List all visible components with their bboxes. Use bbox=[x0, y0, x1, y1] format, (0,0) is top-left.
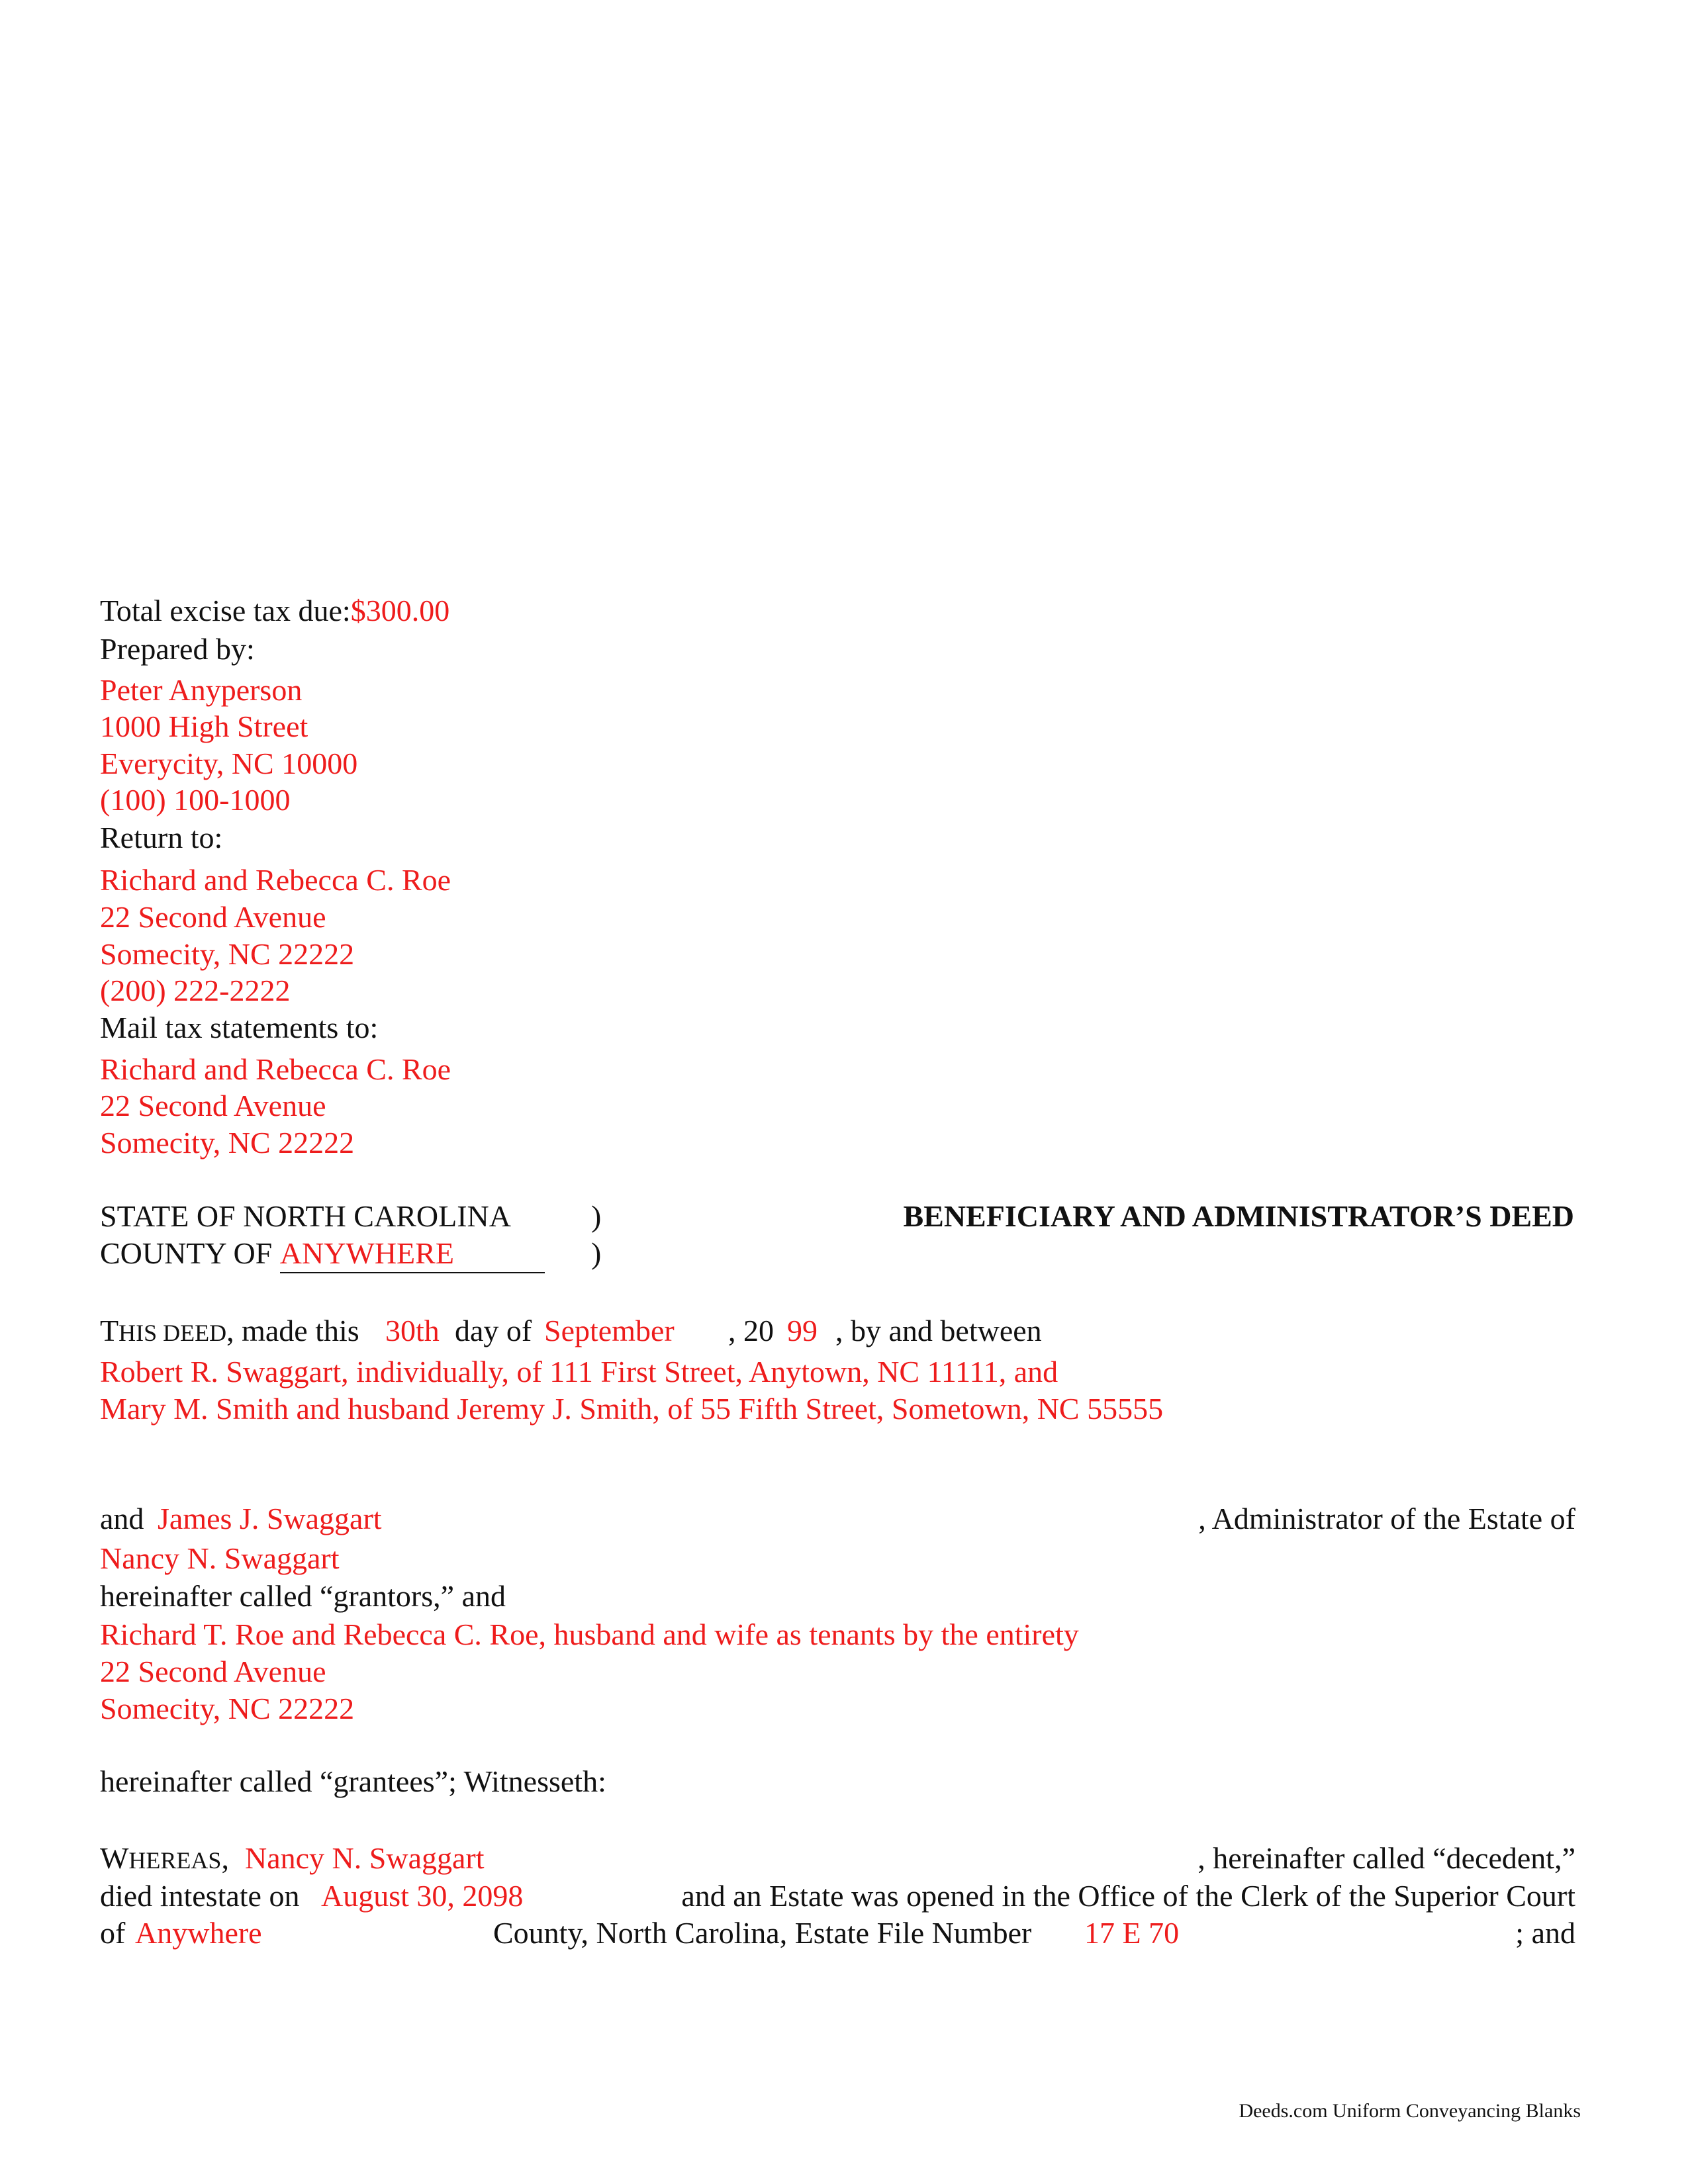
preparer-street[interactable]: 1000 High Street bbox=[100, 709, 308, 743]
deed-title: BENEFICIARY AND ADMINISTRATOR’S DEED bbox=[903, 1199, 1574, 1233]
estate-opened-text: and an Estate was opened in the Office of the Clerk of the Superior Court bbox=[681, 1879, 1575, 1913]
of-label: of bbox=[100, 1916, 126, 1950]
whereas-label bbox=[100, 1840, 229, 1879]
return-to-street[interactable]: 22 Second Avenue bbox=[100, 900, 326, 934]
this-deed-smallcaps: HIS DEED bbox=[118, 1320, 227, 1346]
and-label: and bbox=[100, 1502, 144, 1535]
county-field[interactable] bbox=[280, 1235, 545, 1273]
year-prefix: , 20 bbox=[728, 1314, 774, 1347]
grantee-line-1[interactable]: Richard T. Roe and Rebecca C. Roe, husband and wife as tenants by the entirety bbox=[100, 1617, 1079, 1651]
whereas-smallcaps: HEREAS bbox=[128, 1847, 222, 1874]
return-to-name[interactable]: Richard and Rebecca C. Roe bbox=[100, 863, 451, 897]
return-to-label: Return to: bbox=[100, 821, 223, 854]
preparer-phone[interactable]: (100) 100-1000 bbox=[100, 783, 291, 817]
whereas-big-w: W bbox=[100, 1841, 129, 1875]
mail-tax-street[interactable]: 22 Second Avenue bbox=[100, 1089, 326, 1122]
estate-of-name[interactable]: Nancy N. Swaggart bbox=[100, 1541, 340, 1575]
grantor-line-2[interactable]: Mary M. Smith and husband Jeremy J. Smith, of 55 Fifth Street, Sometown, NC 55555 bbox=[100, 1392, 1164, 1426]
death-date[interactable]: August 30, 2098 bbox=[321, 1879, 524, 1913]
county-paren: ) bbox=[591, 1236, 602, 1270]
mail-tax-city[interactable]: Somecity, NC 22222 bbox=[100, 1126, 355, 1160]
estate-file-number[interactable]: 17 E 70 bbox=[1084, 1916, 1180, 1950]
return-to-phone[interactable]: (200) 222-2222 bbox=[100, 974, 291, 1007]
administrator-of-label: , Administrator of the Estate of bbox=[1198, 1502, 1575, 1535]
grantee-line-3[interactable]: Somecity, NC 22222 bbox=[100, 1692, 355, 1725]
mail-tax-label: Mail tax statements to: bbox=[100, 1011, 379, 1044]
grantor-line-1[interactable]: Robert R. Swaggart, individually, of 111 First Street, Anytown, NC 11111, and bbox=[100, 1355, 1058, 1388]
year-value[interactable]: 99 bbox=[787, 1314, 818, 1347]
excise-tax-line bbox=[100, 592, 449, 629]
return-to-city[interactable]: Somecity, NC 22222 bbox=[100, 937, 355, 971]
state-paren: ) bbox=[591, 1199, 602, 1233]
state-label: STATE OF NORTH CAROLINA bbox=[100, 1199, 511, 1233]
prepared-by-label: Prepared by: bbox=[100, 632, 255, 666]
grantees-label: hereinafter called “grantees”; Witnesseth: bbox=[100, 1764, 606, 1798]
day-of-label: day of bbox=[455, 1314, 532, 1347]
county-label: COUNTY OF bbox=[100, 1236, 273, 1270]
made-this-label: , made this bbox=[226, 1314, 359, 1347]
month-value[interactable]: September bbox=[544, 1314, 675, 1347]
preparer-name[interactable]: Peter Anyperson bbox=[100, 673, 303, 707]
county-line bbox=[100, 1235, 545, 1273]
mail-tax-name[interactable]: Richard and Rebecca C. Roe bbox=[100, 1052, 451, 1086]
decedent-label: , hereinafter called “decedent,” bbox=[1197, 1841, 1575, 1875]
excise-tax-label: Total excise tax due: bbox=[100, 594, 351, 627]
county-value: ANYWHERE bbox=[279, 1236, 454, 1270]
excise-tax-value[interactable]: $300.00 bbox=[350, 594, 450, 627]
and-end-label: ; and bbox=[1515, 1916, 1575, 1950]
decedent-name[interactable]: Nancy N. Swaggart bbox=[245, 1841, 485, 1875]
county-name[interactable]: Anywhere bbox=[135, 1916, 262, 1950]
grantors-label: hereinafter called “grantors,” and bbox=[100, 1579, 506, 1613]
footer-text: Deeds.com Uniform Conveyancing Blanks bbox=[1239, 2100, 1581, 2122]
day-value[interactable]: 30th bbox=[385, 1314, 440, 1347]
county-nc-label: County, North Carolina, Estate File Number bbox=[493, 1916, 1032, 1950]
by-and-between-label: , by and between bbox=[835, 1314, 1042, 1347]
died-intestate-label: died intestate on bbox=[100, 1879, 300, 1913]
administrator-name[interactable]: James J. Swaggart bbox=[158, 1502, 382, 1535]
deed-date-line bbox=[100, 1312, 359, 1351]
preparer-city[interactable]: Everycity, NC 10000 bbox=[100, 747, 358, 780]
this-big-t: T bbox=[100, 1314, 119, 1347]
whereas-comma: , bbox=[221, 1841, 229, 1875]
grantee-line-2[interactable]: 22 Second Avenue bbox=[100, 1655, 326, 1688]
